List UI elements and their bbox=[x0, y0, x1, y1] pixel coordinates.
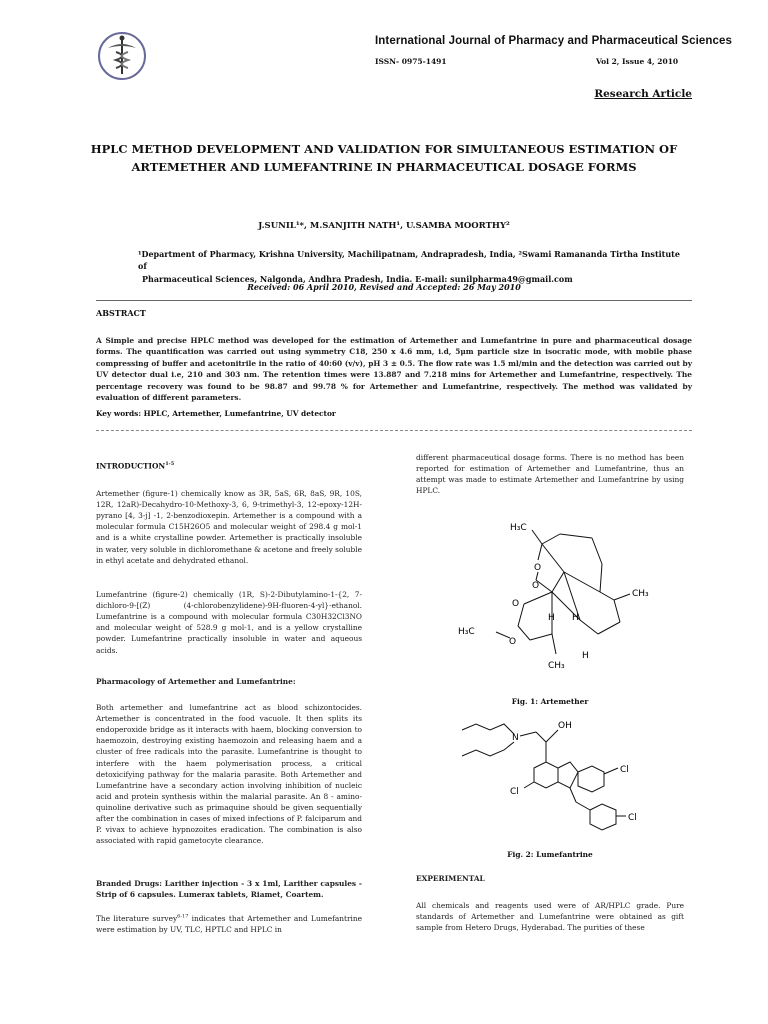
intro-paragraph-2: Lumefantrine (figure-2) chemically (1R, S)-2-Dibutylamino-1-{2, 7-dichloro-9-[(Z) (4-chlorobenzylidene)-9H-fluoren-4-yl}-ethanol. Lumefantrine is a compound with molecular formula C30H32Cl3NO and molecular weight of 528.9 g mol-1, and is a yellow crystalline powder. Lumefantrine practically insoluble in water and aqueous acids. bbox=[96, 590, 362, 655]
h3c-left-label: H₃C bbox=[458, 627, 475, 637]
affiliation-line-2: Pharmaceutical Sciences, Nalgonda, Andhra Pradesh, India. E-mail: sunilpharma49@gmail.com bbox=[142, 273, 573, 284]
hydrogen-label: H bbox=[572, 613, 579, 623]
right-paragraph-1: different pharmaceutical dosage forms. There is no method has been reported for estimation of Artemether and Lumefantrine, thus an attempt was made to estimate Artemether and Lumefantrine by using HPLC. bbox=[416, 453, 684, 496]
ch3-right-label: CH₃ bbox=[632, 589, 649, 599]
oxygen-label: O bbox=[509, 637, 517, 647]
intro-paragraph-1: Artemether (figure-1) chemically know as 3R, 5aS, 6R, 8aS, 9R, 10S, 12R, 12aR)-Decahydro-10-Methoxy-3, 6, 9-trimethyl-3, 12-epoxy-12H-pyrano [4, 3-j] -1, 2-benzodioxepin. Artemether is a compound with a molecular formula C15H26O5 and molecular weight of 298.4 g mol-1 and is a white crystalline powder. Artemether is practically insoluble in water, very soluble in dichloromethane & acetone and freely soluble in ethyl acetate and dehydrated ethanol. bbox=[96, 489, 362, 565]
paper-title bbox=[60, 141, 708, 177]
keywords: Key words: HPLC, Artemether, Lumefantrine, UV detector bbox=[96, 409, 336, 418]
pharmacology-paragraph: Both artemether and lumefantrine act as blood schizontocides. Artemether is concentrated in the food vacuole. It then splits its endoperoxide bridge as it interacts with haem, blocking conversion to haemozoin, destroying existing haemozoin and releasing haem and a cluster of free radicals into the parasite. Lumefantrine is thought to interfere with the haem polymerisation process, a critical detoxicifying pathway for the malaria parasite. Both Artemether and Lumefantrine have a secondary action involving inhibition of nucleic acid and protein synthesis within the malarial parasite. An 8 - amino-quinoline derivative such as primaquine should be given sequentially after the combination in cases of mixed infections of P. falciparum and P. vivax to achieve hypnozoites eradication. The combination is also associated with rapid gametocyte clearance. bbox=[96, 703, 362, 846]
experimental-heading: EXPERIMENTAL bbox=[416, 874, 485, 883]
pharmacology-heading: Pharmacology of Artemether and Lumefantrine: bbox=[96, 677, 296, 686]
hydrogen-label: H bbox=[548, 613, 555, 623]
oxygen-label: O bbox=[532, 581, 540, 591]
hydroxyl-label: OH bbox=[558, 721, 572, 731]
figure-1-caption: Fig. 1: Artemether bbox=[511, 697, 589, 706]
hydrogen-label: H bbox=[582, 651, 589, 661]
affiliation-line-1: ¹Department of Pharmacy, Krishna University, Machilipatnam, Andrapradesh, India, ²Swami Ramananda Tirtha Institute of bbox=[138, 249, 680, 272]
abstract-text: A Simple and precise HPLC method was developed for the estimation of Artemether and Lumefantrine in pure and pharmaceutical dosage forms. The quantification was carried out using symmetry C18, 250 x 4.6 mm, i.d, 5μm particle size in isocratic mode, with mobile phase compressing of buffer and acetonitrile in the ratio of 40:60 (v/v), pH 3 ± 0.5. The flow rate was 1.5 ml/min and the detection was carried out by UV detector dual i.e, 210 and 303 nm. The retention times were 13.887 and 7.218 mins for Artemether and Lumefantrine, respectively. The percentage recovery was found to be 98.87 and 99.78 % for Artemether and Lumefantrine, respectively. The method was validated by evaluation of different parameters. bbox=[96, 336, 692, 403]
issn: ISSN- 0975-1491 bbox=[375, 57, 447, 66]
title-line-1: HPLC METHOD DEVELOPMENT AND VALIDATION FOR SIMULTANEOUS ESTIMATION OF bbox=[90, 142, 678, 156]
journal-name: International Journal of Pharmacy and Pharmaceutical Sciences bbox=[375, 35, 732, 47]
literature-survey: The literature survey$^{6-17}$ indicates that Artemether and Lumefantrine were estimation by UV, TLC, HPTLC and HPLC in bbox=[96, 913, 362, 935]
article-type: Research Article bbox=[594, 88, 692, 100]
figure-2-caption: Fig. 2: Lumefantrine bbox=[507, 850, 593, 859]
abstract-heading: ABSTRACT bbox=[96, 308, 146, 318]
artemether-structure-diagram bbox=[452, 508, 667, 680]
oxygen-label: O bbox=[512, 599, 520, 609]
journal-logo-caduceus-icon bbox=[96, 30, 148, 82]
oxygen-label: O bbox=[534, 563, 542, 573]
ch3-bottom-label: CH₃ bbox=[548, 661, 565, 671]
branded-drugs: Branded Drugs: Larither injection - 3 x 1ml, Larither capsules - Strip of 6 capsules. Lumerax tablets, Riamet, Coartem. bbox=[96, 879, 362, 900]
lumefantrine-structure-diagram bbox=[458, 716, 668, 834]
h3c-top-label: H₃C bbox=[510, 523, 527, 533]
chlorine-label: Cl bbox=[620, 765, 629, 775]
authors: J.SUNIL¹*, M.SANJITH NATH¹, U.SAMBA MOORTHY² bbox=[258, 221, 510, 231]
chlorine-label: Cl bbox=[510, 787, 519, 797]
introduction-heading: INTRODUCTION$^{1-5}$ bbox=[96, 461, 175, 471]
experimental-paragraph: All chemicals and reagents used were of AR/HPLC grade. Pure standards of Artemether and Lumefantrine were obtained as gift sample from Hetero Drugs, Hyderabad. The purities of these bbox=[416, 901, 684, 933]
received-dates: Received: 06 April 2010, Revised and Accepted: 26 May 2010 bbox=[247, 282, 521, 292]
divider bbox=[96, 300, 692, 301]
affiliations bbox=[138, 248, 683, 285]
title-line-2: ARTEMETHER AND LUMEFANTRINE IN PHARMACEUTICAL DOSAGE FORMS bbox=[131, 159, 637, 174]
volume-issue: Vol 2, Issue 4, 2010 bbox=[596, 57, 679, 66]
chlorine-label: Cl bbox=[628, 813, 637, 823]
nitrogen-label: N bbox=[512, 733, 519, 743]
divider bbox=[96, 430, 692, 431]
